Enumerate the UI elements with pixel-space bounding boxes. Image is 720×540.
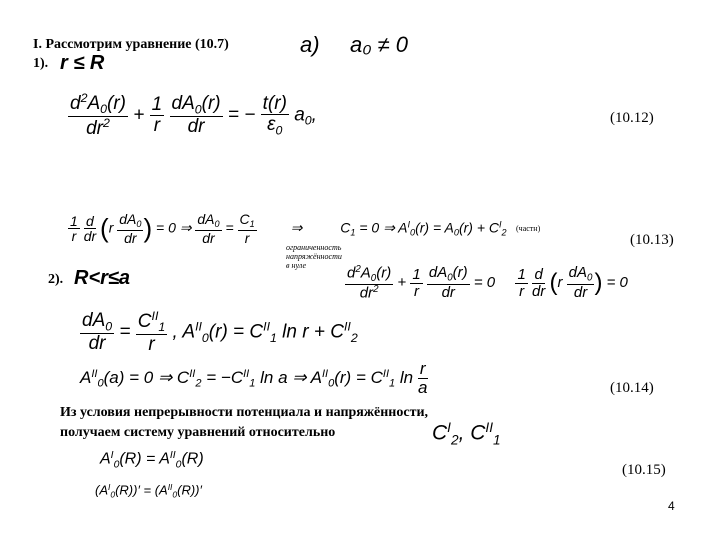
equation-10-15-field: $(A^I_0(R))' = (A^{II}_0(R))'$ [95,482,202,500]
equation-label-10-12: (10.12) [610,110,654,126]
equation-region-2-solution: $\frac{dA_0}{dr}$ = $\frac{C^{II}_1}{r}$ , $A^{II}_0(r) = C^{II}_1$ $\ln r + C^{II}_2$ [82,309,358,356]
unknown-constants: $C^I_2$, $C^{II}_1$ [432,420,501,448]
equation-case-2: $\frac{d^2A_0(r)}{dr^2}$ + $\frac{1}{r}$ $\frac{dA_0(r)}{dr}$ = 0 $\frac{1}{r}$ $\frac{d}{dr}$ (r $\frac{dA_0}{dr}$ ) = 0 [347,264,628,302]
heading-line: I. Рассмотрим уравнение (10.7) [33,37,229,52]
equation-label-10-14: (10.14) [610,380,654,396]
equation-10-13: $\frac{1}{r}$ $\frac{d}{dr}$ (r $\frac{dA_0}{dr}$ ) = 0 ⇒ $\frac{dA_0}{dr}$ = $\frac{C_1}{r}$ ⇒ $C_1 = 0$ ⇒ $A^I_0(r) = A_0(r) + C^I_2$ [70,211,507,246]
continuity-text-line-1: Из условия непрерывности потенциала и напряжённости, [60,405,429,420]
case-2-condition: R<r≤a [74,267,131,289]
condition-a-label: a) [300,32,320,57]
condition-a0-nonzero: a₀ ≠ 0 [350,32,409,57]
page-number: 4 [668,499,675,513]
equation-label-10-15: (10.15) [622,462,666,478]
case-2-label: 2). [48,272,64,287]
equation-label-10-13: (10.13) [630,232,674,248]
partial-solution-superscript: (частн) [516,224,541,233]
case-1-label: 1). [33,56,49,71]
equation-10-12: $\frac{d^2A_0(r)}{dr^2}$ + $\frac{1}{r}$ $\frac{dA_0(r)}{dr}$ = − $\frac{t(r)}{\varepsilon_0}$ $a_0$, [70,91,317,139]
boundedness-note: ограниченность напряжённости в нуле [286,243,342,270]
continuity-text-line-2: получаем систему уравнений относительно [60,425,336,440]
equation-10-14: $A^{II}_0(a) = 0$ ⇒ $C^{II}_2 = -C^{II}_1$ ln a ⇒ $A^{II}_0(r) = C^{II}_1$ ln $\frac{r}{a}$ [80,359,428,397]
equation-10-15-potential: $A^I_0(R) = A^{II}_0(R)$ [100,450,204,471]
case-1-condition: r ≤ R [60,52,105,74]
